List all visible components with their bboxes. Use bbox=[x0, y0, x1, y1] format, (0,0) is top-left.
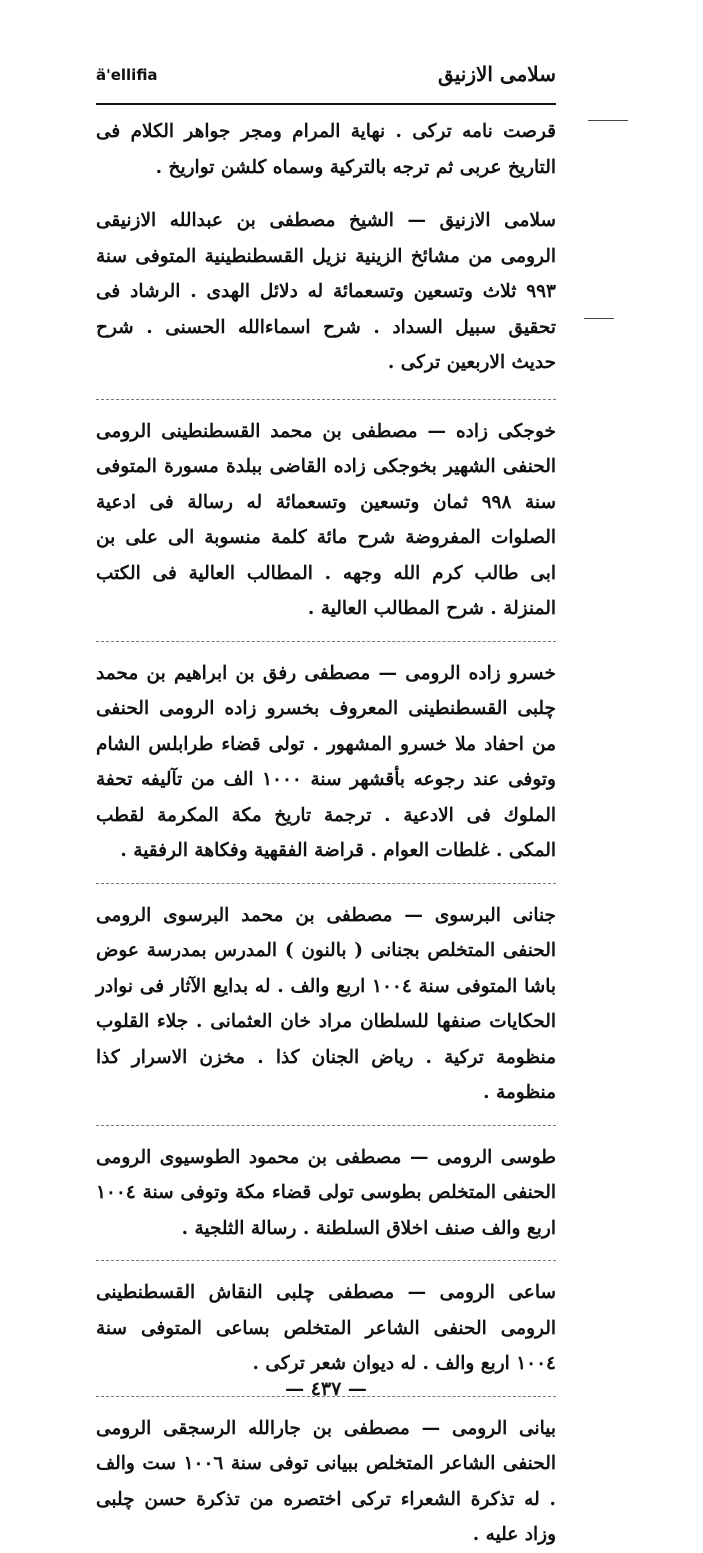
entry-divider bbox=[96, 1125, 556, 1126]
entry-khojaki-zadeh: خوجكى زاده — مصطفى بن محمد القسطنطينى الرومى الحنفى الشهير بخوجكى زاده القاضى ببلدة مسورة المتوفى سنة ٩٩٨ ثمان وتسعين وتسعمائة له رسالة فى ادعية الصلوات المفروضة شرح مائة كلمة منسوبة الى على بن ابى طالب كرم الله وجهه . المطالب العالية فى الكتب المنزلة . شرح المطالب العالية . bbox=[96, 420, 556, 619]
page-number: — ٤٣٧ — bbox=[285, 1378, 367, 1400]
entry-tusi-al-rumi: طوسى الرومى — مصطفى بن محمود الطوسيوى الرومى الحنفى المتخلص بطوسى تولى قضاء مكة وتوفى سنة ١٠٠٤ اربع والف صنف اخلاق السلطنة . رسالة الثلجية . bbox=[96, 1146, 556, 1239]
margin-mark-top bbox=[588, 120, 628, 121]
header-title: سلامى الازنيق bbox=[438, 62, 556, 86]
running-header bbox=[96, 62, 556, 96]
entry-khusraw-zadeh: خسرو زاده الرومى — مصطفى رفق بن ابراهيم بن محمد چلبى القسطنطينى المعروف بخسرو زاده الرومى الحنفى من احفاد ملا خسرو المشهور . تولى قضاء طرابلس الشام وتوفى عند رجوعه بأقشهر سنة ١٠٠٠ الف من تآليفه تحفة الملوك فى الادعية . ترجمة تاريخ مكة المكرمة لقطب المكى . غلطات العوام . قراضة الفقهية وفكاهة الرفقية . bbox=[96, 662, 556, 861]
paragraph-gap bbox=[96, 185, 556, 203]
entry-divider bbox=[96, 641, 556, 642]
margin-mark-middle bbox=[584, 318, 614, 319]
entry-salami-al-aznik: سلامى الازنيق — الشيخ مصطفى بن عبدالله الازنيقى الرومى من مشائخ الزينية نزيل القسطنطينية المتوفى سنة ٩٩٣ ثلاث وتسعين وتسعمائة له دلائل الهدى . الرشاد فى تحقيق سبيل السداد . شرح اسماءالله الحسنى . شرح حديث الاربعين تركى . bbox=[96, 210, 556, 373]
paragraph-continuation: قرصت نامه تركى . نهاية المرام ومجر جواهر الكلام فى التاريخ عربى ثم ترجه بالتركية وسماه كلشن تواريخ . bbox=[96, 121, 556, 178]
paragraph-gap bbox=[96, 381, 556, 399]
header-left-text: ä'ellifia bbox=[96, 66, 158, 84]
entry-janani-al-bursawi: جنانى البرسوى — مصطفى بن محمد البرسوى الرومى الحنفى المتخلص بجنانى ( بالنون ) المدرس بمدرسة عوض باشا المتوفى سنة ١٠٠٤ اربع والف . له بدايع الآثار فى نوادر الحكايات صنفها للسلطان مراد خان العثمانى . جلاء القلوب منظومة تركية . رياض الجنان كذا . مخزن الاسرار كذا منظومة . bbox=[96, 904, 557, 1103]
entry-divider bbox=[96, 883, 556, 884]
entry-divider bbox=[96, 399, 556, 400]
header-rule bbox=[96, 103, 556, 105]
entry-saei-al-rumi: ساعى الرومى — مصطفى چلبى النقاش القسطنطينى الرومى الحنفى الشاعر المتخلص بساعى المتوفى سنة ١٠٠٤ اربع والف . له ديوان شعر تركى . bbox=[96, 1282, 556, 1374]
page-body bbox=[96, 114, 556, 1553]
entry-divider bbox=[96, 1260, 556, 1261]
entry-bayani-al-rumi: بيانى الرومى — مصطفى بن جارالله الرسجقى الرومى الحنفى الشاعر المتخلص ببيانى توفى سنة ١٠٠٦ ست والف . له تذكرة الشعراء تركى اختصره من تذكرة حسن چلبى وزاد عليه . bbox=[96, 1417, 556, 1545]
